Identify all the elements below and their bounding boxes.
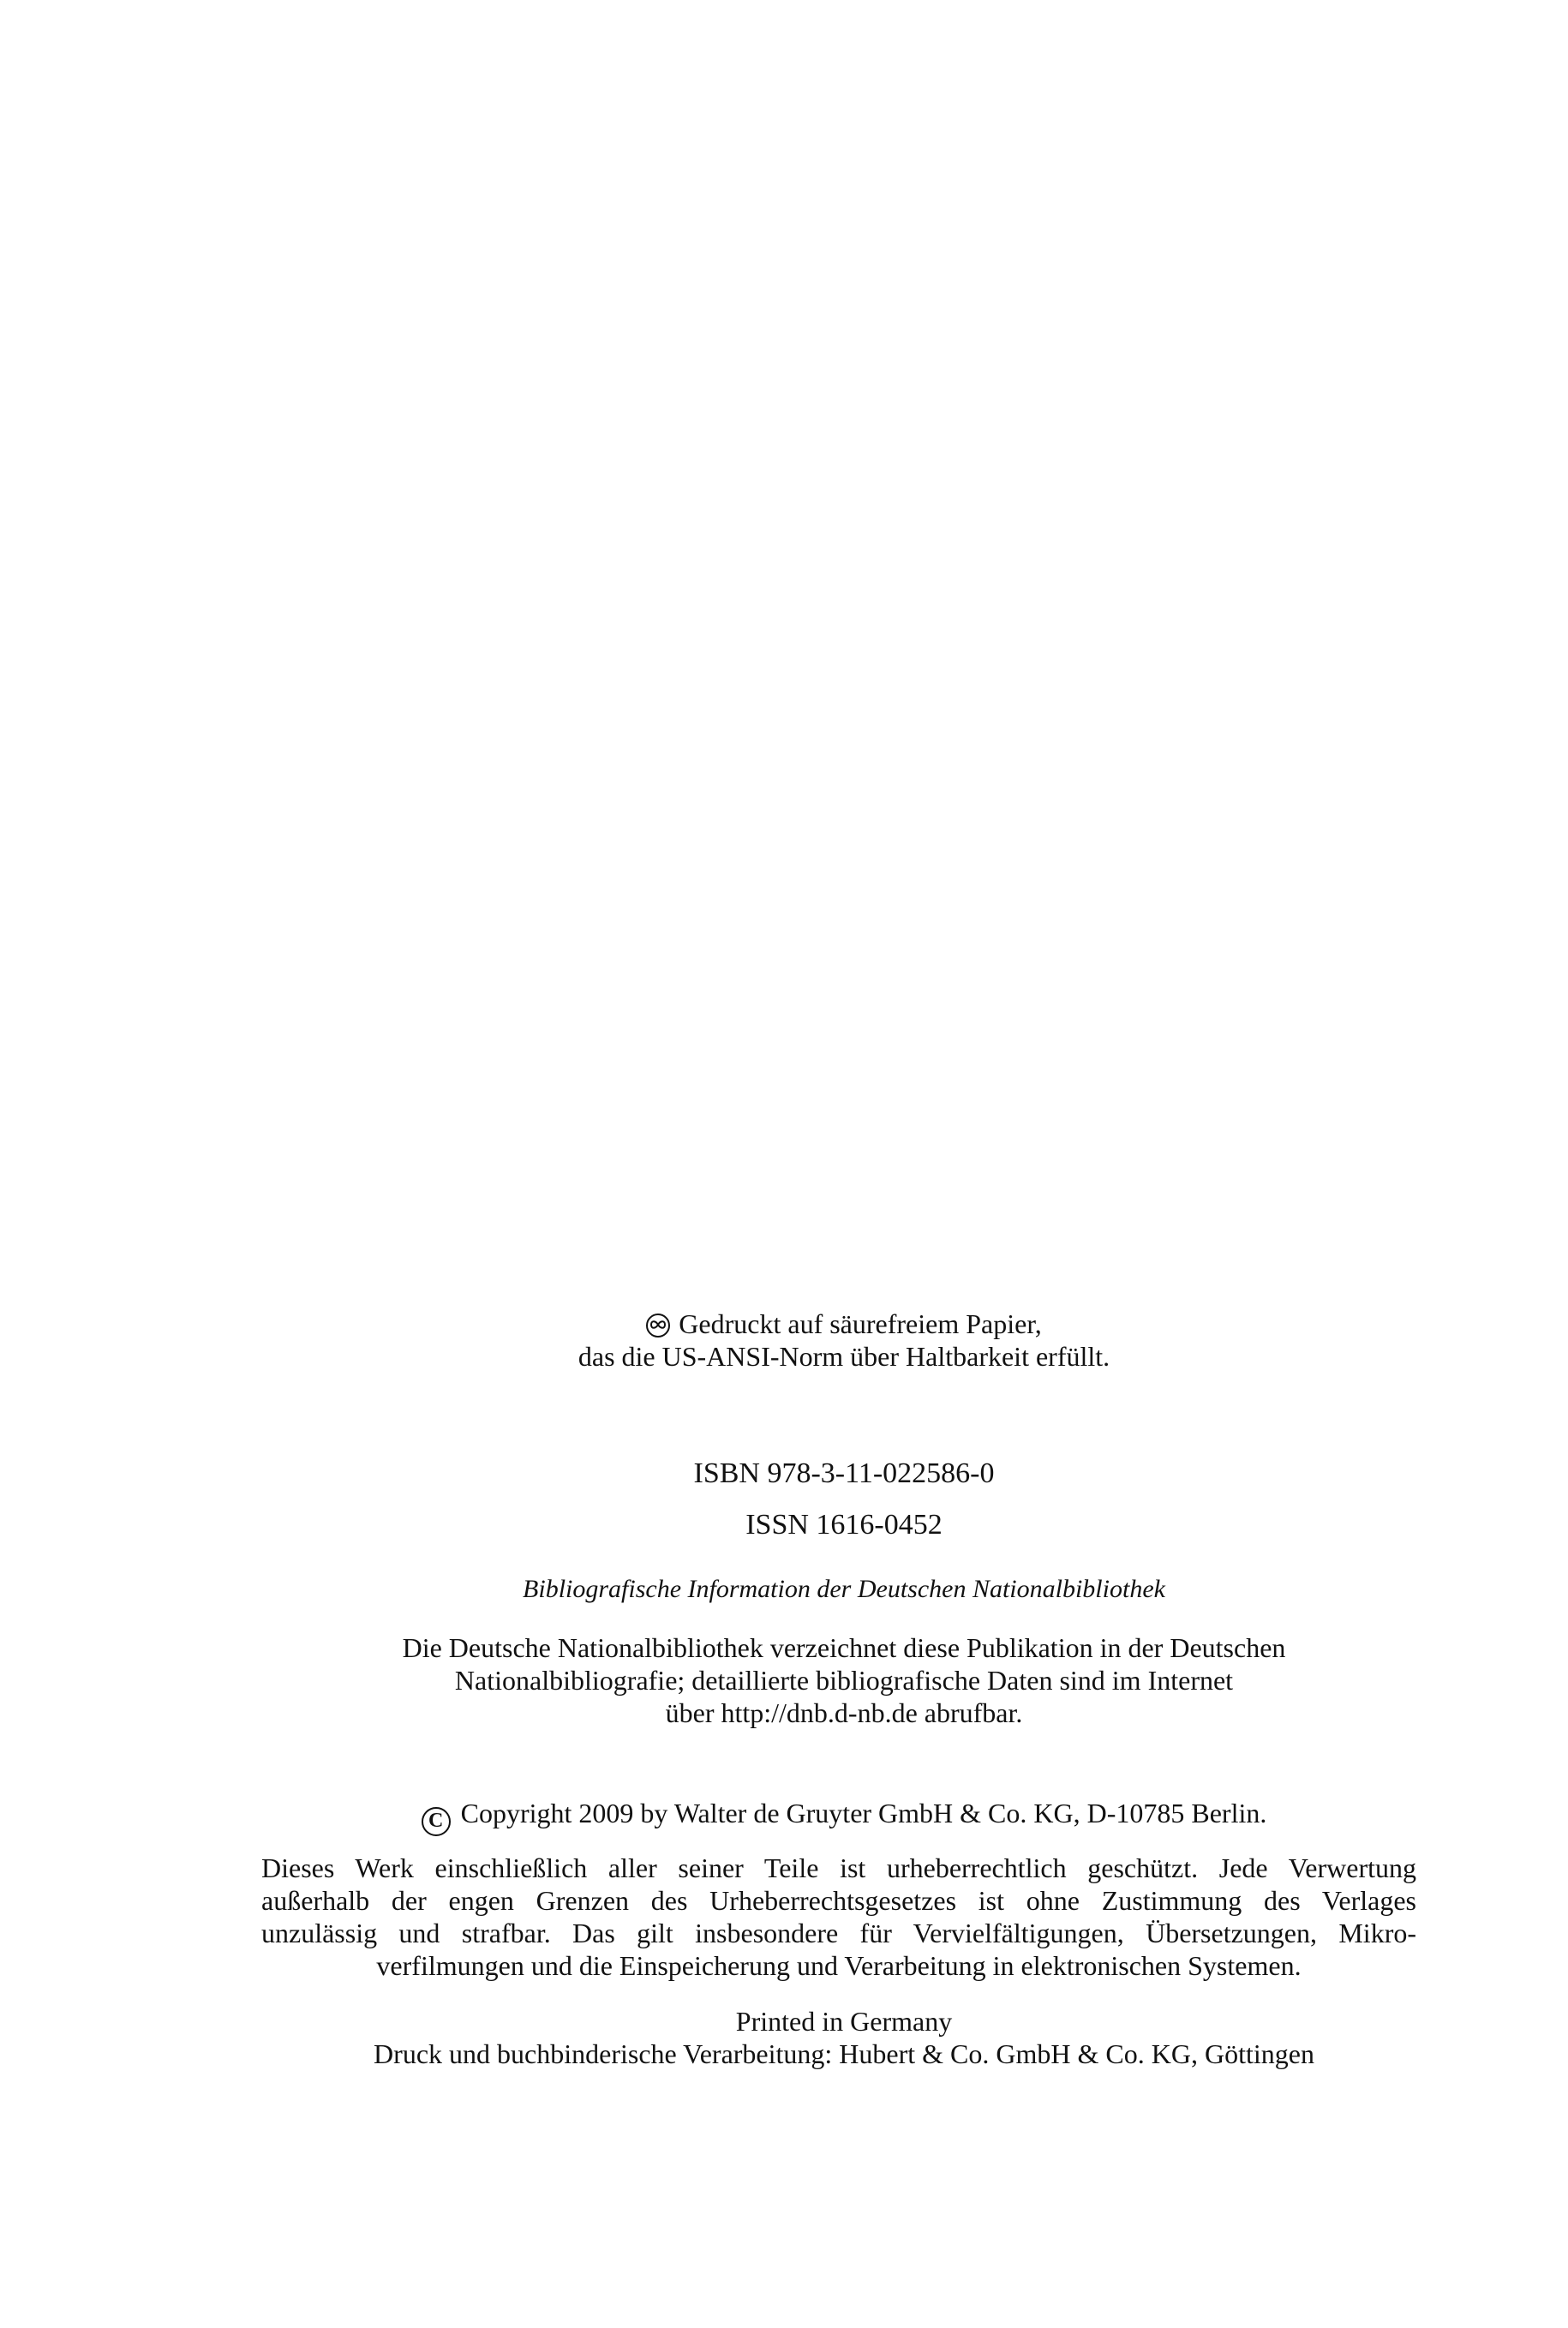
issn: ISSN 1616-0452 (745, 1509, 943, 1541)
infinity-paper-icon (646, 1314, 670, 1338)
bibliographic-line: Nationalbibliografie; detaillierte bibliografische Daten sind im Internet (454, 1665, 1234, 1696)
legal-paragraph (261, 1852, 1416, 1982)
bibliographic-heading: Bibliografische Information der Deutschen Nationalbibliothek (523, 1575, 1165, 1603)
bibliographic-line: über http://dnb.d-nb.de abrufbar. (665, 1697, 1023, 1728)
copyright-notice (283, 1797, 1405, 1836)
isbn: ISBN 978-3-11-022586-0 (693, 1457, 995, 1489)
bibliographic-text (283, 1631, 1405, 1729)
legal-line: außerhalb der engen Grenzen des Urheberrechtsgesetzes ist ohne Zustimmung des Verlages (261, 1885, 1416, 1916)
copyright-text: Copyright 2009 by Walter de Gruyter GmbH & Co. KG, D-10785 Berlin. (460, 1798, 1267, 1828)
copyright-icon: C (422, 1807, 451, 1836)
paper-notice-line-2: das die US-ANSI-Norm über Haltbarkeit erfüllt. (578, 1341, 1110, 1372)
printing-info (283, 2005, 1405, 2070)
bibliographic-line: Die Deutsche Nationalbibliothek verzeichnet diese Publikation in der Deutschen (402, 1632, 1286, 1663)
paper-notice-text-1: Gedruckt auf säurefreiem Papier, (679, 1308, 1042, 1339)
printed-in: Printed in Germany (735, 2006, 953, 2037)
paper-notice (480, 1308, 1208, 1373)
legal-line: unzulässig und strafbar. Das gilt insbesondere für Vervielfältigungen, Übersetzungen, Mikro- (261, 1918, 1416, 1948)
legal-line: Dieses Werk einschließlich aller seiner Teile ist urheberrechtlich geschützt. Jede Verwertung (261, 1852, 1416, 1883)
paper-notice-line-1 (480, 1308, 1208, 1340)
printer-credit: Druck und buchbinderische Verarbeitung: Hubert & Co. GmbH & Co. KG, Göttingen (374, 2038, 1314, 2069)
legal-line: verfilmungen und die Einspeicherung und Verarbeitung in elektronischen Systemen. (376, 1950, 1302, 1981)
